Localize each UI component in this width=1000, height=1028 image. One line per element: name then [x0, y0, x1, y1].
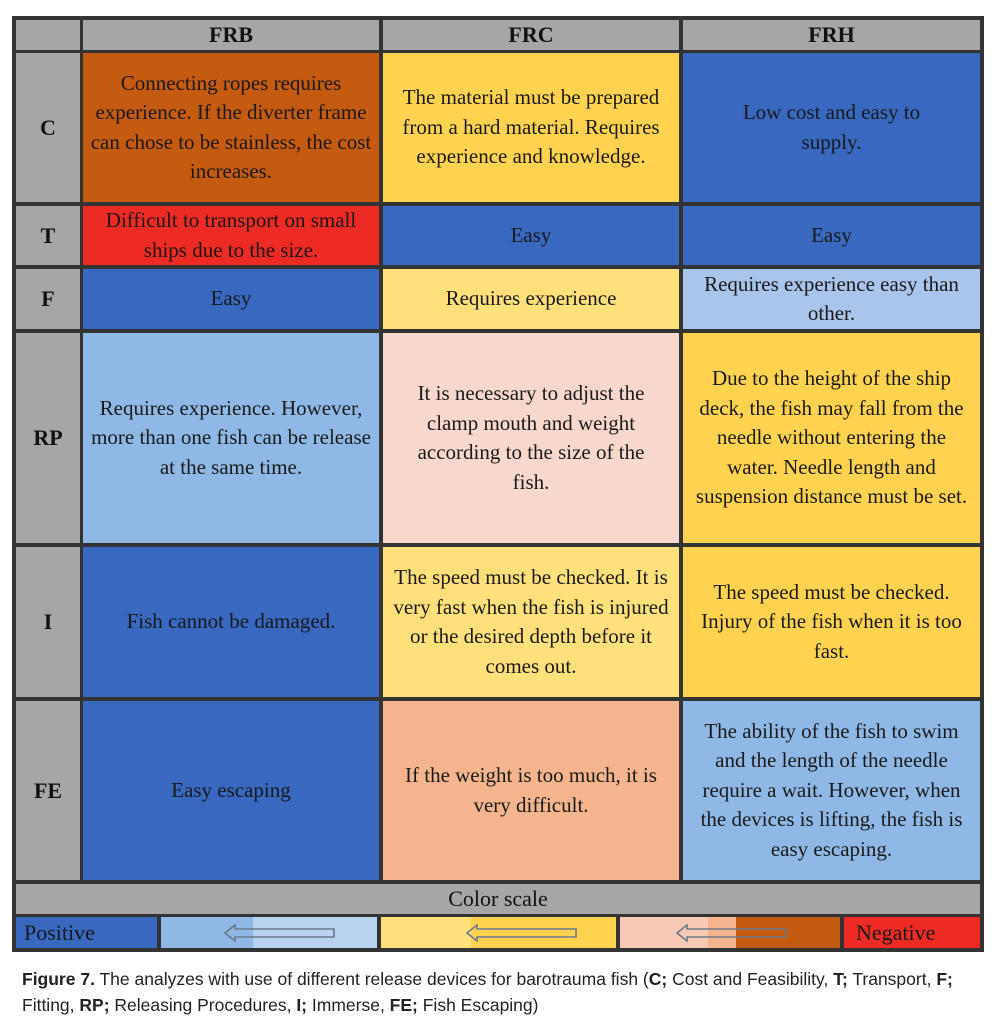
cell-rp-frb: Requires experience. However, more than one fish can be release at the same time. — [83, 333, 379, 543]
left-arrow-icon — [466, 924, 578, 942]
cell-t-frh: Easy — [683, 206, 980, 265]
column-header-frb: FRB — [83, 20, 379, 50]
scale-label-positive: Positive — [24, 920, 95, 945]
row-label-c: C — [16, 53, 80, 202]
caption-text: Cost and Feasibility, — [667, 969, 834, 989]
caption-text: Fitting, — [22, 995, 80, 1015]
caption-key: I; — [296, 995, 308, 1015]
cell-f-frc: Requires experience — [383, 269, 679, 329]
caption-text: Immerse, — [307, 995, 390, 1015]
cell-c-frh: Low cost and easy to supply. — [683, 53, 980, 202]
left-arrow-icon — [224, 924, 336, 942]
row-label-rp: RP — [16, 333, 80, 543]
caption-key: C; — [648, 969, 668, 989]
row-label-t: T — [16, 206, 80, 265]
cell-rp-frc: It is necessary to adjust the clamp mouth and weight according to the size of the fish. — [383, 333, 679, 543]
figure-caption — [22, 966, 982, 1018]
cell-i-frh: The speed must be checked. Injury of the fish when it is too fast. — [683, 547, 980, 697]
cell-c-frb: Connecting ropes requires experience. If the diverter frame can chose to be stainless, the cost increases. — [83, 53, 379, 202]
left-arrow-icon — [676, 924, 788, 942]
cell-f-frh: Requires experience easy than other. — [683, 269, 980, 329]
caption-key: F; — [936, 969, 953, 989]
cell-fe-frh: The ability of the fish to swim and the length of the needle require a wait. However, when the devices is lifting, the fish is easy escaping. — [683, 701, 980, 880]
cell-fe-frb: Easy escaping — [83, 701, 379, 880]
cell-fe-frc: If the weight is too much, it is very difficult. — [383, 701, 679, 880]
cell-i-frb: Fish cannot be damaged. — [83, 547, 379, 697]
row-label-fe: FE — [16, 701, 80, 880]
cell-rp-frh: Due to the height of the ship deck, the fish may fall from the needle without entering the water. Needle length and suspension distance must be set. — [683, 333, 980, 543]
scale-label-negative: Negative — [856, 920, 936, 945]
caption-text: Transport, — [847, 969, 937, 989]
row-label-f: F — [16, 269, 80, 329]
caption-text: Releasing Procedures, — [109, 995, 297, 1015]
cell-t-frb: Difficult to transport on small ships due to the size. — [83, 206, 379, 265]
release-devices-table — [12, 16, 984, 952]
column-header-frh: FRH — [683, 20, 980, 50]
caption-text: Fish Escaping) — [417, 995, 539, 1015]
caption-text: The analyzes with use of different release devices for barotrauma fish ( — [94, 969, 649, 989]
color-scale-title: Color scale — [16, 884, 980, 914]
column-header-frc: FRC — [383, 20, 679, 50]
cell-c-frc: The material must be prepared from a hard material. Requires experience and knowledge. — [383, 53, 679, 202]
caption-key: FE; — [389, 995, 418, 1015]
caption-key: T; — [833, 969, 848, 989]
color-scale-bar — [16, 917, 980, 948]
header-corner — [16, 20, 80, 50]
cell-t-frc: Easy — [383, 206, 679, 265]
scale-segment-light-yellow — [381, 917, 471, 948]
cell-i-frc: The speed must be checked. It is very fast when the fish is injured or the desired depth before it comes out. — [383, 547, 679, 697]
row-label-i: I — [16, 547, 80, 697]
caption-key: RP; — [79, 995, 110, 1015]
cell-f-frb: Easy — [83, 269, 379, 329]
figure-label: Figure 7. — [22, 969, 95, 989]
